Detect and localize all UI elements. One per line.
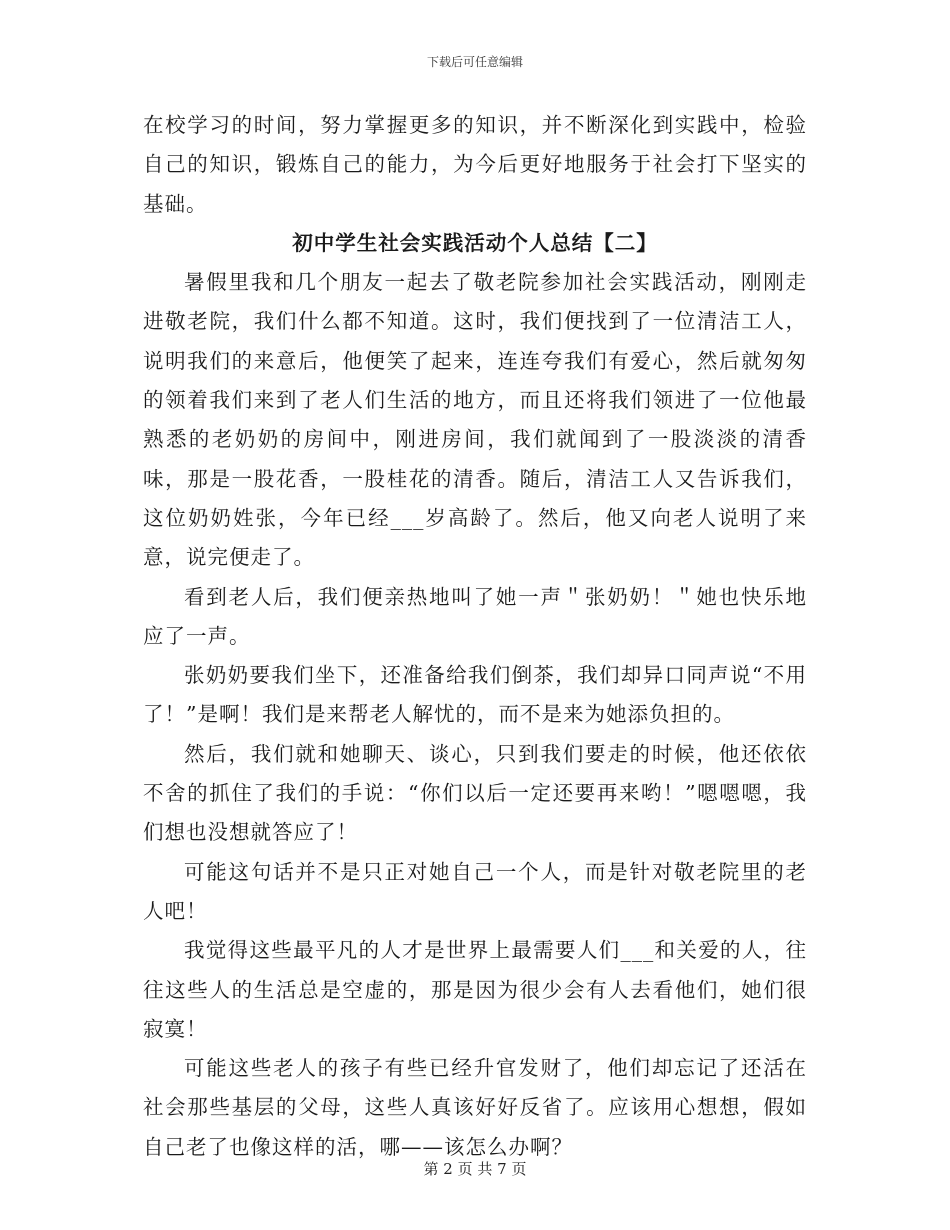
body-paragraph: 暑假里我和几个朋友一起去了敬老院参加社会实践活动，刚刚走进敬老院，我们什么都不知道。这时，我们便找到了一位清洁工人，说明我们的来意后，他便笑了起来，连连夸我们有爱心，然后就匆匆的领着我们来到了老人们生活的地方，而且还将我们领进了一位他最熟悉的老奶奶的房间中，刚进房间，我们就闻到了一股淡淡的清香味，那是一股花香，一股桂花的清香。随后，清洁工人又告诉我们，这位奶奶姓张，今年已经___岁高龄了。然后，他又向老人说明了来意，说完便走了。 <box>143 270 807 570</box>
section-title: 初中学生社会实践活动个人总结【二】 <box>292 230 658 255</box>
page-header: 下载后可任意编辑 <box>426 55 523 69</box>
continuation-paragraph: 在校学习的时间，努力掌握更多的知识，并不断深化到实践中，检验自己的知识，锻炼自己的能力，为今后更好地服务于社会打下坚实的基础。 <box>143 113 807 216</box>
body-paragraph: 看到老人后，我们便亲热地叫了她一声＂张奶奶！＂她也快乐地应了一声。 <box>143 584 807 648</box>
page-number: 第 2 页 共 7 页 <box>423 1160 527 1178</box>
body-paragraph: 然后，我们就和她聊天、谈心，只到我们要走的时候，他还依依不舍的抓住了我们的手说：“你们以后一定还要再来哟！”嗯嗯嗯，我们想也没想就答应了！ <box>143 741 807 845</box>
document-body <box>143 106 807 1167</box>
body-paragraph: 可能这句话并不是只正对她自己一个人，而是针对敬老院里的老人吧！ <box>143 859 807 923</box>
body-paragraph: 张奶奶要我们坐下，还准备给我们倒茶，我们却异口同声说“不用了！”是啊！我们是来帮老人解忧的，而不是来为她添负担的。 <box>143 663 807 727</box>
body-paragraph: 可能这些老人的孩子有些已经升官发财了，他们却忘记了还活在社会那些基层的父母，这些人真该好好反省了。应该用心想想，假如自己老了也像这样的活，哪——该怎么办啊？ <box>143 1056 807 1159</box>
body-paragraph: 我觉得这些最平凡的人才是世界上最需要人们___和关爱的人，往往这些人的生活总是空虚的，那是因为很少会有人去看他们，她们很寂寞！ <box>143 938 807 1041</box>
